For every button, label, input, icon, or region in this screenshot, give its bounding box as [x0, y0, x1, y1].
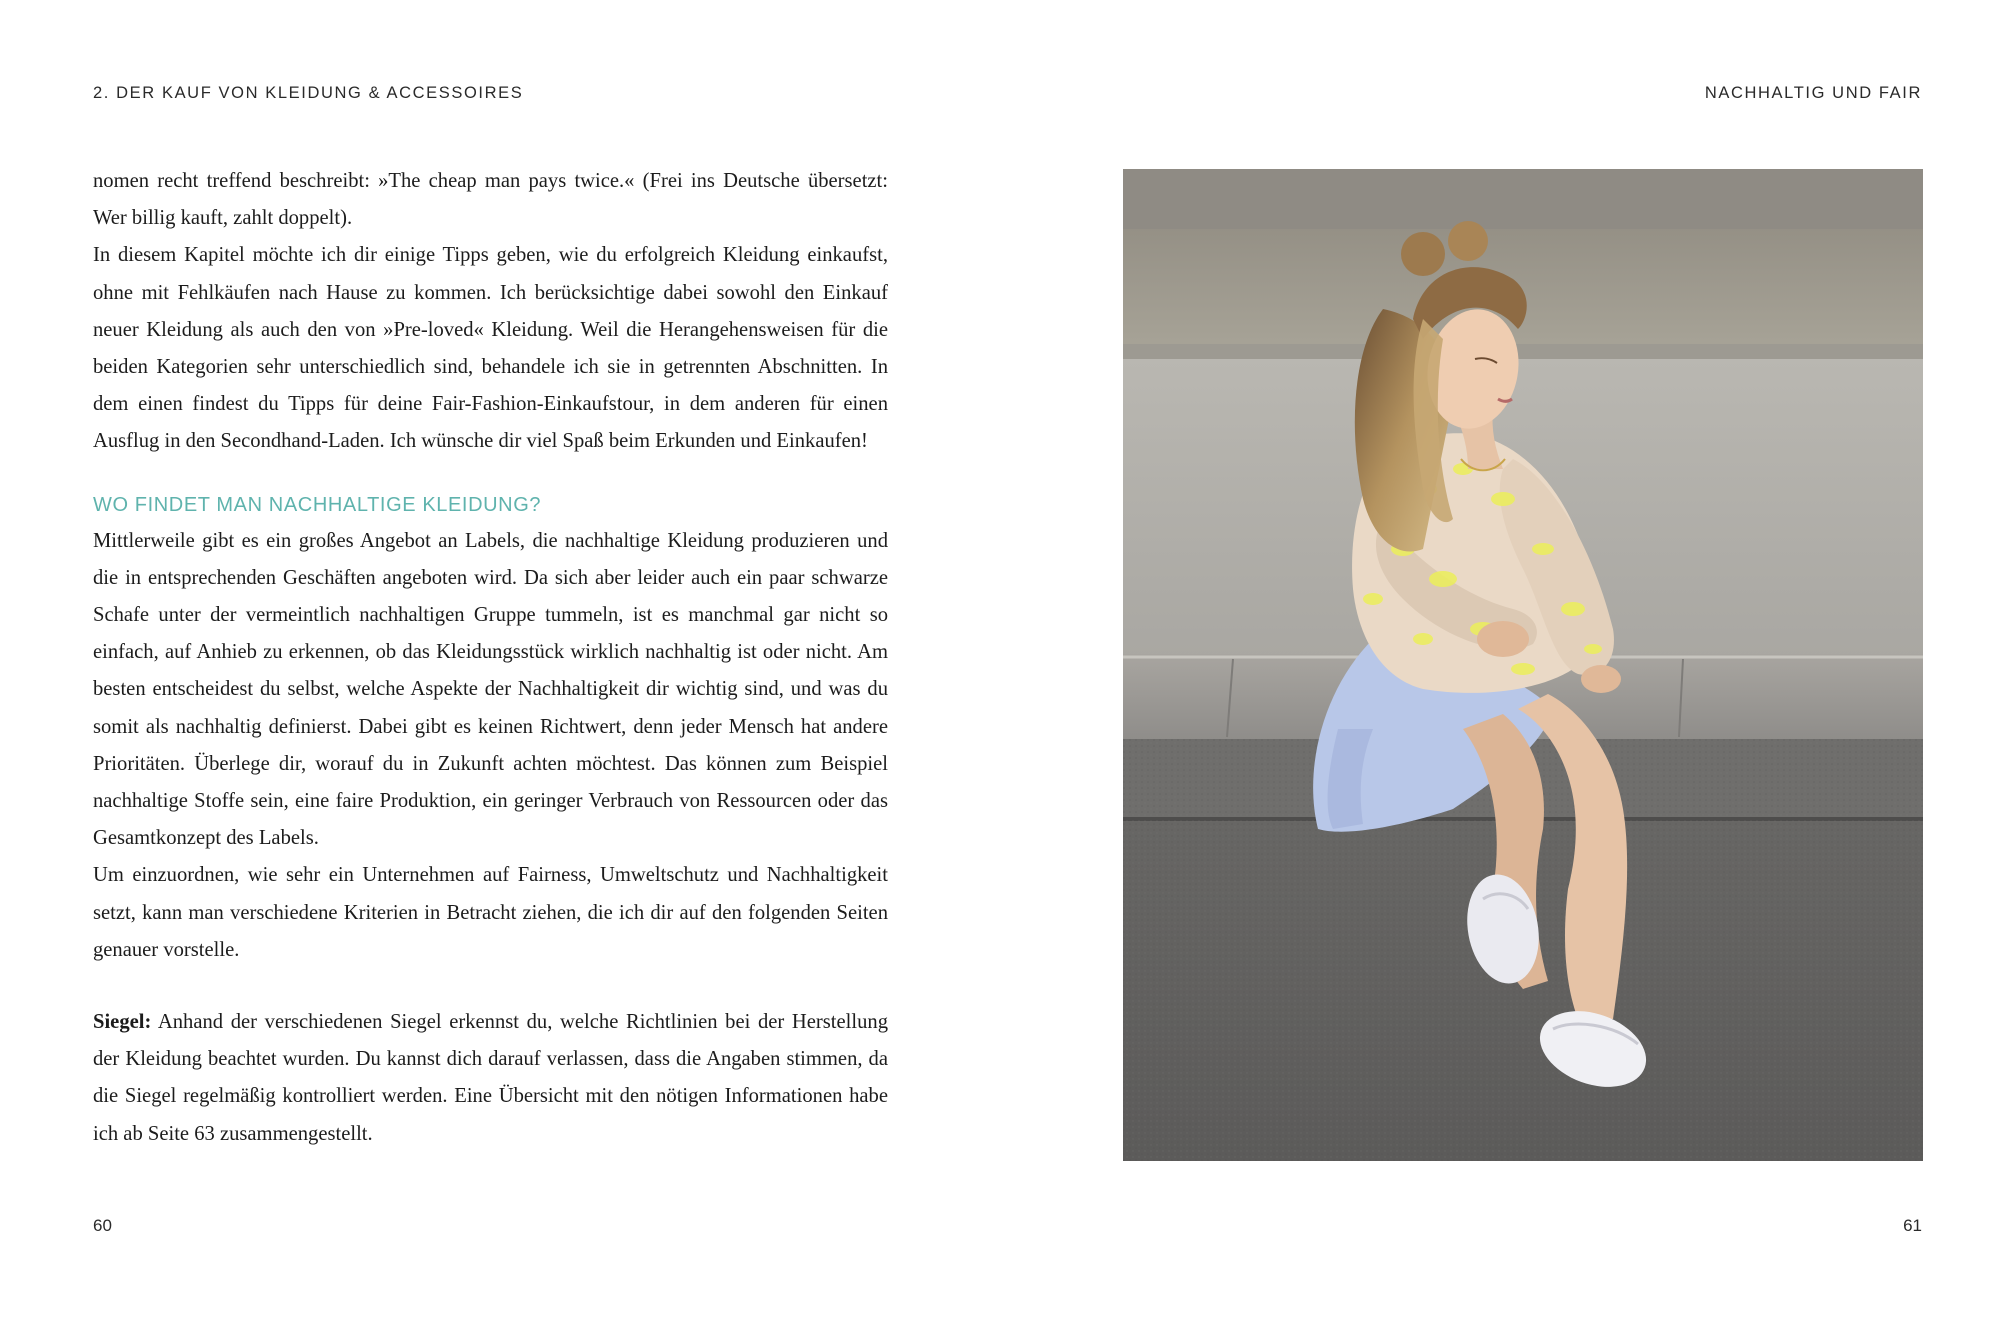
siegel-label: Siegel: [93, 1011, 152, 1034]
photo-woman-sitting-on-curb [1123, 169, 1923, 1161]
running-head-right: NACHHALTIG UND FAIR [1704, 84, 1922, 102]
body-paragraph: Um einzuordnen, wie sehr ein Unternehmen auf Fairness, Umweltschutz und Nachhaltigkeit setzt, kann man verschiedene Kriterien in Betracht ziehen, die ich dir auf den folgenden Seiten genauer vorstelle. [93, 864, 888, 961]
body-paragraph: nomen recht treffend beschreibt: »The cheap man pays twice.« (Frei ins Deutsche übersetzt: Wer billig kauft, zahlt doppelt). [93, 170, 888, 230]
siegel-text: Anhand der verschiedenen Siegel erkennst du, welche Richtlinien bei der Herstellung der Kleidung beachtet wurden. Du kannst dich darauf verlassen, dass die Angaben stimmen, da die Siegel regelmäßig kontrolliert werden. Eine Übersicht mit den nötigen Informationen habe ich ab Seite 63 zusammengestellt. [93, 1011, 888, 1145]
page-number-right: 61 [1903, 1216, 1922, 1235]
body-paragraph: In diesem Kapitel möchte ich dir einige Tipps geben, wie du erfolgreich Kleidung einkaufst, ohne mit Fehlkäufen nach Hause zu kommen. Ich berücksichtige dabei sowohl den Einkauf neuer Kleidung als auch den von »Pre-loved« Kleidung. Weil die Herangehensweisen für die beiden Kategorien sehr unterschiedlich sind, behandele ich sie in getrennten Abschnitten. In dem einen findest du Tipps für deine Fair-Fashion-Einkaufstour, in dem anderen für einen Ausflug in den Secondhand-Laden. Ich wünsche dir viel Spaß beim Erkunden und Einkaufen! [93, 244, 888, 453]
left-page-body [93, 163, 888, 1153]
page-number-left: 60 [93, 1216, 112, 1235]
section-heading: WO FINDET MAN NACHHALTIGE KLEIDUNG? [93, 493, 542, 516]
running-head-left: 2. DER KAUF VON KLEIDUNG & ACCESSOIRES [93, 84, 524, 102]
siegel-paragraph [93, 1004, 888, 1153]
body-paragraph: Mittlerweile gibt es ein großes Angebot an Labels, die nachhaltige Kleidung produzieren und die in entsprechenden Geschäften angeboten wird. Da sich aber leider auch ein paar schwarze Schafe unter der vermeintlich nachhaltigen Gruppe tummeln, ist es manchmal gar nicht so einfach, auf Anhieb zu erkennen, ob das Kleidungsstück wirklich nachhaltig ist oder nicht. Am besten entscheidest du selbst, welche Aspekte der Nachhaltigkeit dir wichtig sind, und was du somit als nachhaltig definierst. Dabei gibt es keinen Richtwert, denn jeder Mensch hat andere Prioritäten. Überlege dir, worauf du in Zukunft achten möchtest. Das können zum Beispiel nachhaltige Stoffe sein, eine faire Produktion, ein geringer Verbrauch von Ressourcen oder das Gesamtkonzept des Labels. [93, 529, 888, 850]
